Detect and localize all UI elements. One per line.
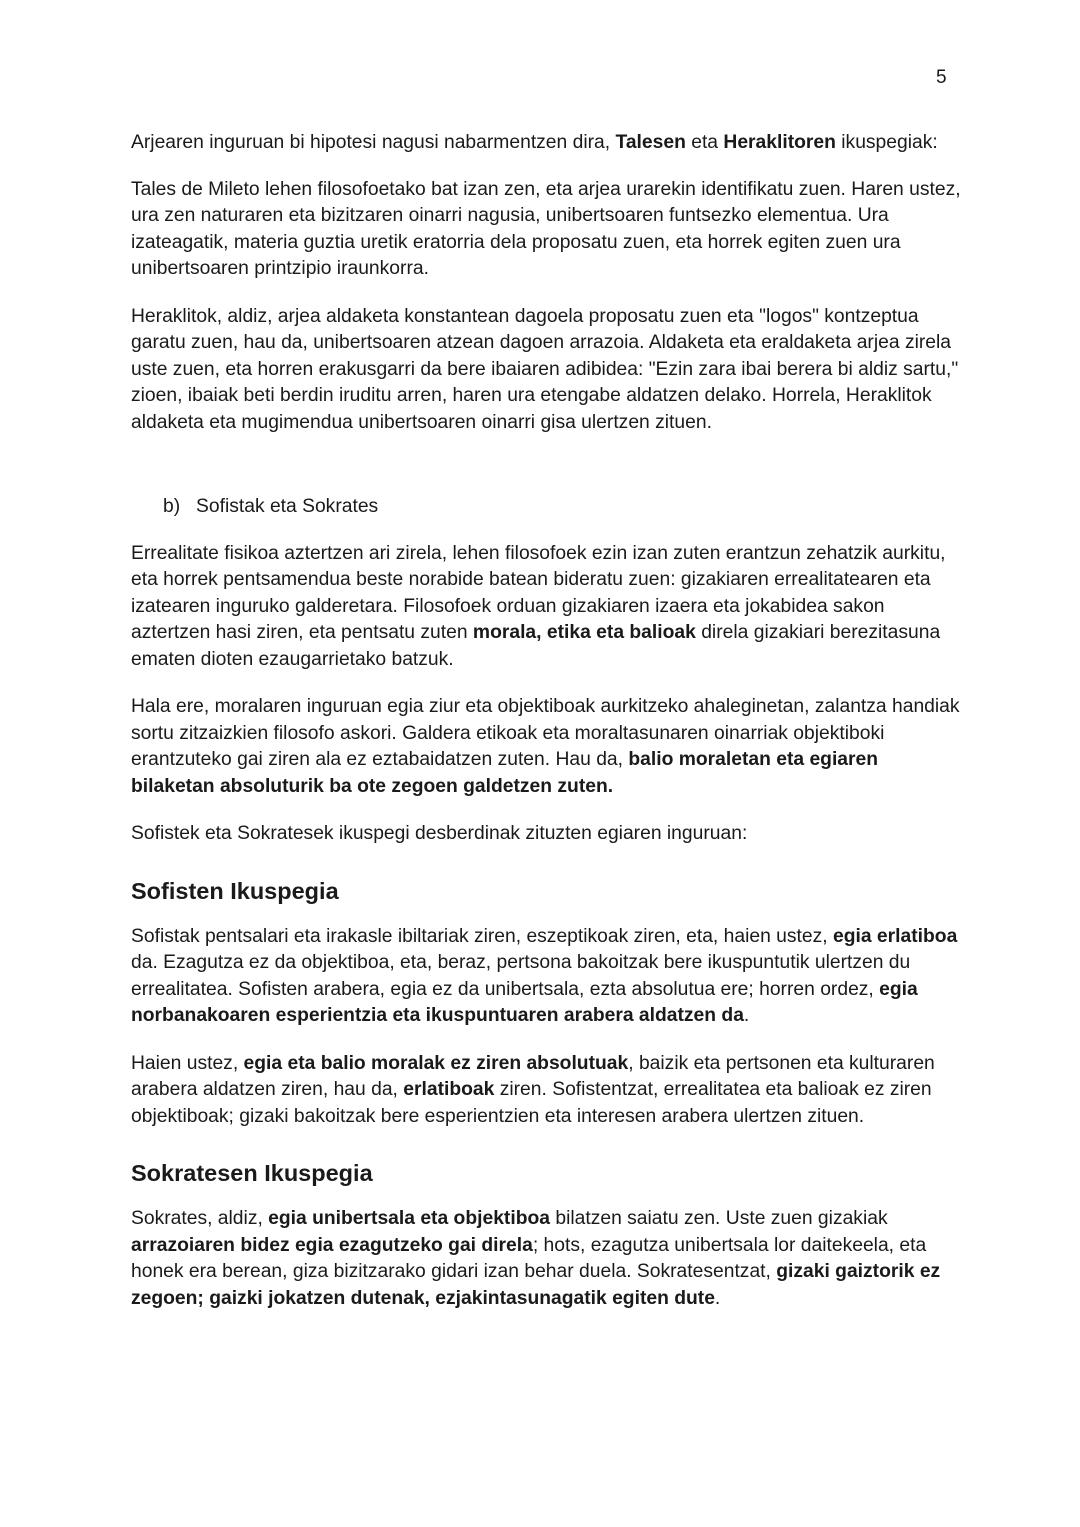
page-number: 5 [936, 67, 947, 88]
section-b-title: Sofistak eta Sokrates [196, 496, 379, 517]
sofisten-paragraph-1: Sofistak pentsalari eta irakasle ibiltariak ziren, eszeptikoak ziren, eta, haien ustez, egia erlatiboa da. Ezagutza ez da objektiboa, eta, beraz, pertsona bakoitzak bere ikuspuntutik ulertzen du errealitatea. Sofisten arabera, egia ez da unibertsala, ezta absolutua ere; horren ordez, egia norbanakoaren esperientzia eta ikuspuntuaren arabera aldatzen da. [131, 925, 958, 1026]
sofisten-paragraph-2: Haien ustez, egia eta balio moralak ez ziren absolutuak, baizik eta pertsonen eta kulturaren arabera aldatzen ziren, hau da, erlatiboak ziren. Sofistentzat, errealitatea eta balioak ez ziren objektiboak; gizaki bakoitzak bere esperientzien eta interesen arabera ulertzen zituen. [131, 1052, 935, 1127]
section-b-subheading [163, 494, 961, 521]
intro-paragraph-hypotheses: Arjearen inguruan bi hipotesi nagusi nabarmentzen dira, Talesen eta Heraklitoren ikuspegiak: [131, 132, 938, 153]
intro-paragraph-tales: Tales de Mileto lehen filosofoetako bat izan zen, eta arjea urarekin identifikatu zuen. Haren ustez, ura zen naturaren eta bizitzaren oinarri nagusia, unibertsoaren funtsezko elementua. Ura izateagatik, materia guztia uretik eratorria dela proposatu zuen, eta horrek egiten zuen ura unibertsoaren printzipio iraunkorra. [131, 178, 961, 279]
section-b-letter: b) [163, 496, 181, 517]
section-b-paragraph-3: Sofistek eta Sokratesek ikuspegi desberdinak zituzten egiaren inguruan: [131, 823, 748, 844]
section-b-paragraph-2: Hala ere, moralaren inguruan egia ziur eta objektiboak aurkitzeko ahaleginetan, zalantza handiak sortu zitzaizkien filosofo askori. Galdera etikoak eta moraltasunaren oinarriak objektiboki erantzuteko gai ziren ala ez eztabaidatzen zuten. Hau da, balio moraletan eta egiaren bilaketan absoluturik ba ote zegoen galdetzen zuten. [131, 696, 960, 797]
section-b-paragraph-1: Errealitate fisikoa aztertzen ari zirela, lehen filosofoek ezin izan zuten erantzun zehatzik aurkitu, eta horrek pentsamendua beste norabide batean bideratu zuen: gizakiaren errealitatearen eta izatearen inguruko galderetara. Filosofoek orduan gizakiaren izaera eta jokabidea sakon aztertzen hasi ziren, eta pentsatu zuten morala, etika eta balioak direla gizakiari berezitasuna ematen dioten ezaugarrietako batzuk. [131, 542, 946, 670]
sokratesen-heading: Sokratesen Ikuspegia [131, 1160, 373, 1186]
document-body [131, 130, 961, 1333]
intro-paragraph-heraklito: Heraklitok, aldiz, arjea aldaketa konstantean dagoela proposatu zuen eta "logos" kontzeptua garatu zuen, hau da, unibertsoaren atzean dagoen arrazoia. Aldaketa eta eraldaketa arjea zirela uste zuen, eta horren erakusgarri da bere ibaiaren adibidea: "Ezin zara ibai berera bi aldiz sartu," zioen, ibaiak beti berdin iruditu arren, haren ura etengabe aldatzen delako. Horrela, Heraklitok aldaketa eta mugimendua unibertsoaren oinarri gisa ulertzen zituen. [131, 305, 959, 433]
sokratesen-paragraph-1: Sokrates, aldiz, egia unibertsala eta objektiboa bilatzen saiatu zen. Uste zuen gizakiak arrazoiaren bidez egia ezagutzeko gai direla; hots, ezagutza unibertsala lor daitekeela, eta honek era berean, giza bizitzarako gidari izan behar duela. Sokratesentzat, gizaki gaiztorik ez zegoen; gaizki jokatzen dutenak, ezjakintasunagatik egiten dute. [131, 1208, 941, 1309]
sofisten-heading: Sofisten Ikuspegia [131, 877, 339, 904]
